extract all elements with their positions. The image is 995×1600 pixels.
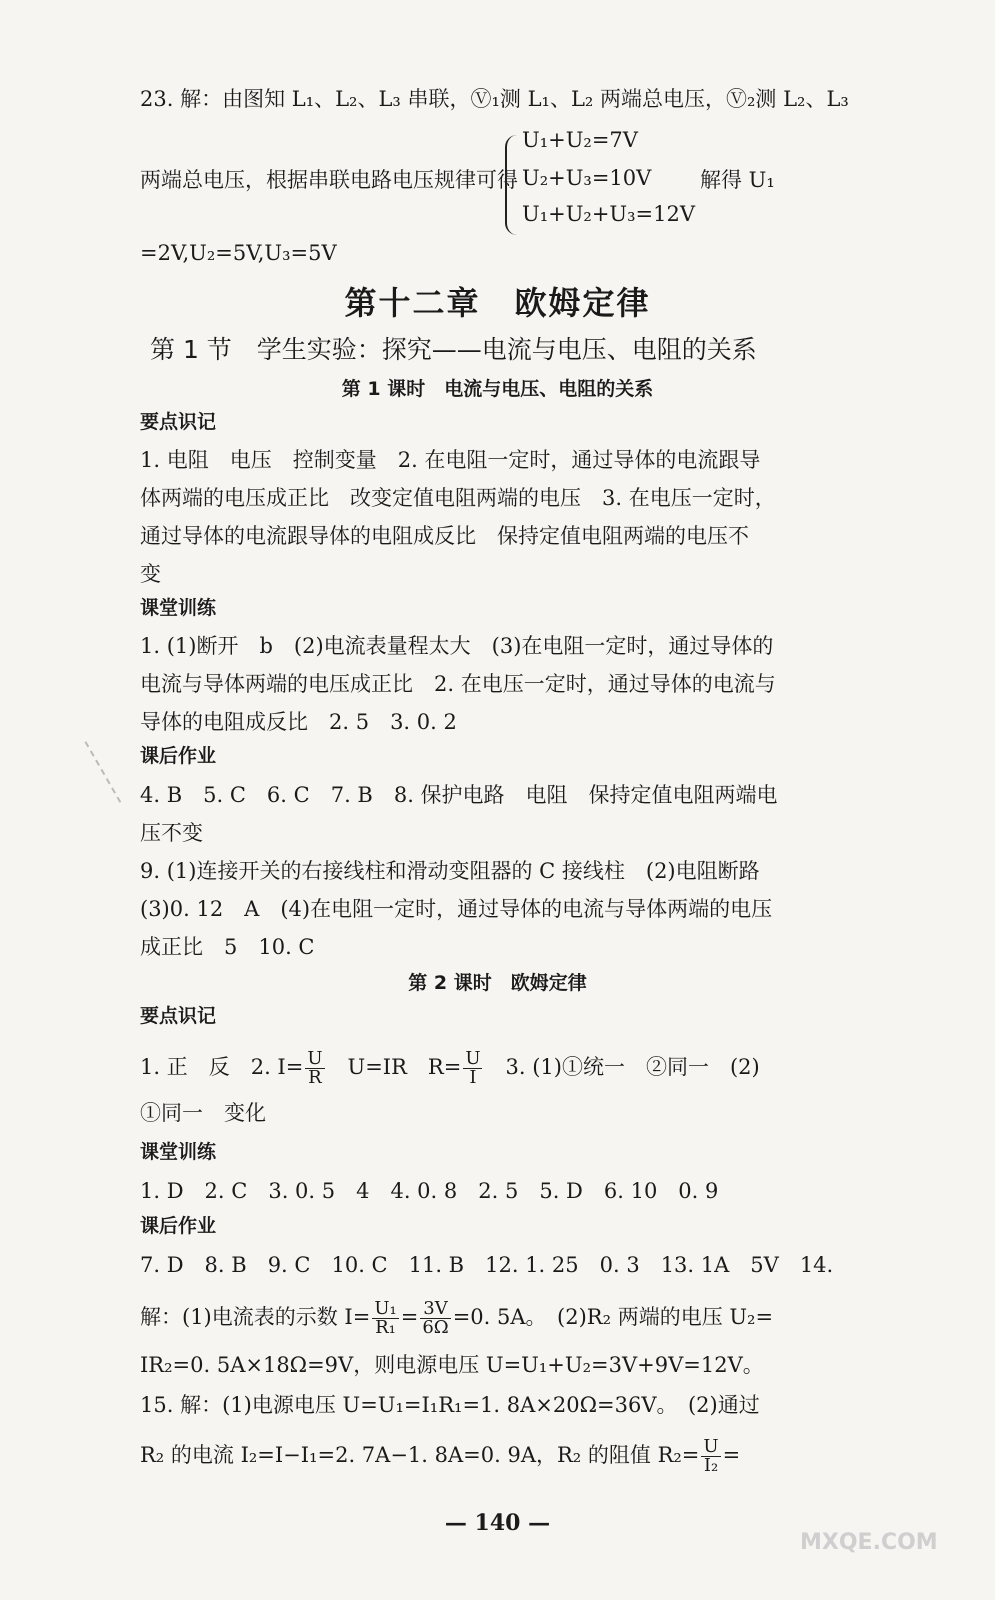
lesson1-class-line: 导体的电阻成反比 2. 5 3. 0. 2 [140, 710, 457, 734]
lesson1-class-heading: 课堂训练 [140, 597, 217, 619]
numerator: U [307, 1048, 323, 1069]
section-title: 第 1 节 学生实验：探究——电流与电压、电阻的关系 [150, 335, 757, 364]
equation-1: U₁+U₂=7V [522, 128, 638, 152]
denominator: I [469, 1067, 477, 1088]
lesson2-homework-heading: 课后作业 [140, 1215, 217, 1237]
chapter-title: 第十二章 欧姆定律 [344, 284, 651, 322]
lesson2-key-line [140, 1050, 940, 1087]
lesson2-homework-line: 7. D 8. B 9. C 10. C 11. B 12. 1. 25 0. 3 13. 1A 5V 14. [140, 1253, 834, 1277]
scan-mark [85, 727, 146, 803]
fraction-3v-over-6ohm [420, 1300, 450, 1337]
fraction-u-over-r [305, 1050, 324, 1087]
denominator: R [308, 1067, 322, 1088]
q23-line3: =2V,U₂=5V,U₃=5V [140, 241, 337, 265]
page-number: — 140 — [444, 1510, 551, 1536]
fraction-u-over-i [463, 1050, 482, 1087]
lesson2-key-line: ①同一 变化 [140, 1101, 266, 1125]
numerator: U [465, 1048, 481, 1069]
lesson2-key-points-heading: 要点识记 [140, 1005, 217, 1027]
lesson1-key-line: 1. 电阻 电压 控制变量 2. 在电阻一定时，通过导体的电流跟导 [140, 448, 761, 472]
lesson1-key-line: 体两端的电压成正比 改变定值电阻两端的电压 3. 在电压一定时， [140, 486, 776, 510]
denominator: I₂ [703, 1455, 719, 1476]
q23-line2-left: 两端总电压，根据串联电路电压规律可得 [140, 168, 518, 192]
lesson1-homework-line: 压不变 [140, 821, 203, 845]
equation-brace [505, 135, 521, 235]
lesson1-class-line: 电流与导体两端的电压成正比 2. 在电压一定时，通过导体的电流与 [140, 672, 776, 696]
lesson1-key-points-heading: 要点识记 [140, 411, 217, 433]
watermark: MXQE.COM [800, 1530, 938, 1555]
lesson2-homework-line: IR₂=0. 5A×18Ω=9V，则电源电压 U=U₁+U₂=3V+9V=12V。 [140, 1353, 764, 1377]
lesson1-homework-heading: 课后作业 [140, 745, 217, 767]
lesson1-homework-line: 成正比 5 10. C [140, 935, 315, 959]
text-segment: = [722, 1443, 741, 1467]
text-segment: 解：(1)电流表的示数 I= [140, 1305, 371, 1329]
fraction-u1-over-r1 [372, 1300, 398, 1337]
lesson2-homework-line: 15. 解：(1)电源电压 U=U₁=I₁R₁=1. 8A×20Ω=36V。 (2)通过 [140, 1393, 760, 1417]
lesson2-title: 第 2 课时 欧姆定律 [408, 972, 587, 994]
text-segment: R₂ 的电流 I₂=I−I₁=2. 7A−1. 8A=0. 9A，R₂ 的阻值 R₂= [140, 1443, 700, 1467]
equation-3: U₁+U₂+U₃=12V [522, 202, 696, 226]
lesson1-homework-line: (3)0. 12 A (4)在电阻一定时，通过导体的电流与导体两端的电压 [140, 897, 773, 921]
equation-2: U₂+U₃=10V [522, 166, 652, 190]
text-segment: 1. 正 反 2. I= [140, 1055, 304, 1079]
numerator: U [703, 1436, 719, 1457]
fraction-u-over-i2 [701, 1438, 720, 1475]
lesson2-homework-line [140, 1438, 940, 1475]
q23-solve: 解得 U₁ [700, 168, 775, 192]
lesson2-class-line: 1. D 2. C 3. 0. 5 4 4. 0. 8 2. 5 5. D 6. 10 0. 9 [140, 1179, 719, 1203]
lesson1-class-line: 1. (1)断开 b (2)电流表量程太大 (3)在电阻一定时，通过导体的 [140, 634, 774, 658]
numerator: U₁ [374, 1298, 397, 1319]
text-segment: 3. (1)①统一 ②同一 (2) [505, 1055, 760, 1079]
text-segment: =0. 5A。 (2)R₂ 两端的电压 U₂= [452, 1305, 774, 1329]
lesson1-title: 第 1 课时 电流与电压、电阻的关系 [341, 378, 654, 400]
lesson2-homework-line: 解：(1)电流表的示数 I= $\frac{\text{U₁}}{\text{R₁}}$ = $\frac{3V}{6\Omega}$ =0. 5A。 (2)R₂ 两端的电压 U₂= [140, 1298, 774, 1338]
lesson2-class-heading: 课堂训练 [140, 1141, 217, 1163]
denominator: 6Ω [422, 1317, 449, 1338]
lesson1-key-line: 变 [140, 562, 161, 586]
text-segment: U=IR R= [347, 1055, 462, 1079]
denominator: R₁ [375, 1317, 396, 1338]
numerator: 3V [420, 1300, 450, 1319]
lesson1-homework-line: 4. B 5. C 6. C 7. B 8. 保护电路 电阻 保持定值电阻两端电 [140, 783, 778, 807]
q23-line1: 23. 解：由图知 L₁、L₂、L₃ 串联，Ⓥ₁测 L₁、L₂ 两端总电压，Ⓥ₂测 L₂、L₃ [140, 87, 849, 111]
lesson1-key-line: 通过导体的电流跟导体的电阻成反比 保持定值电阻两端的电压不 [140, 524, 749, 548]
lesson1-homework-line: 9. (1)连接开关的右接线柱和滑动变阻器的 C 接线柱 (2)电阻断路 [140, 859, 760, 883]
